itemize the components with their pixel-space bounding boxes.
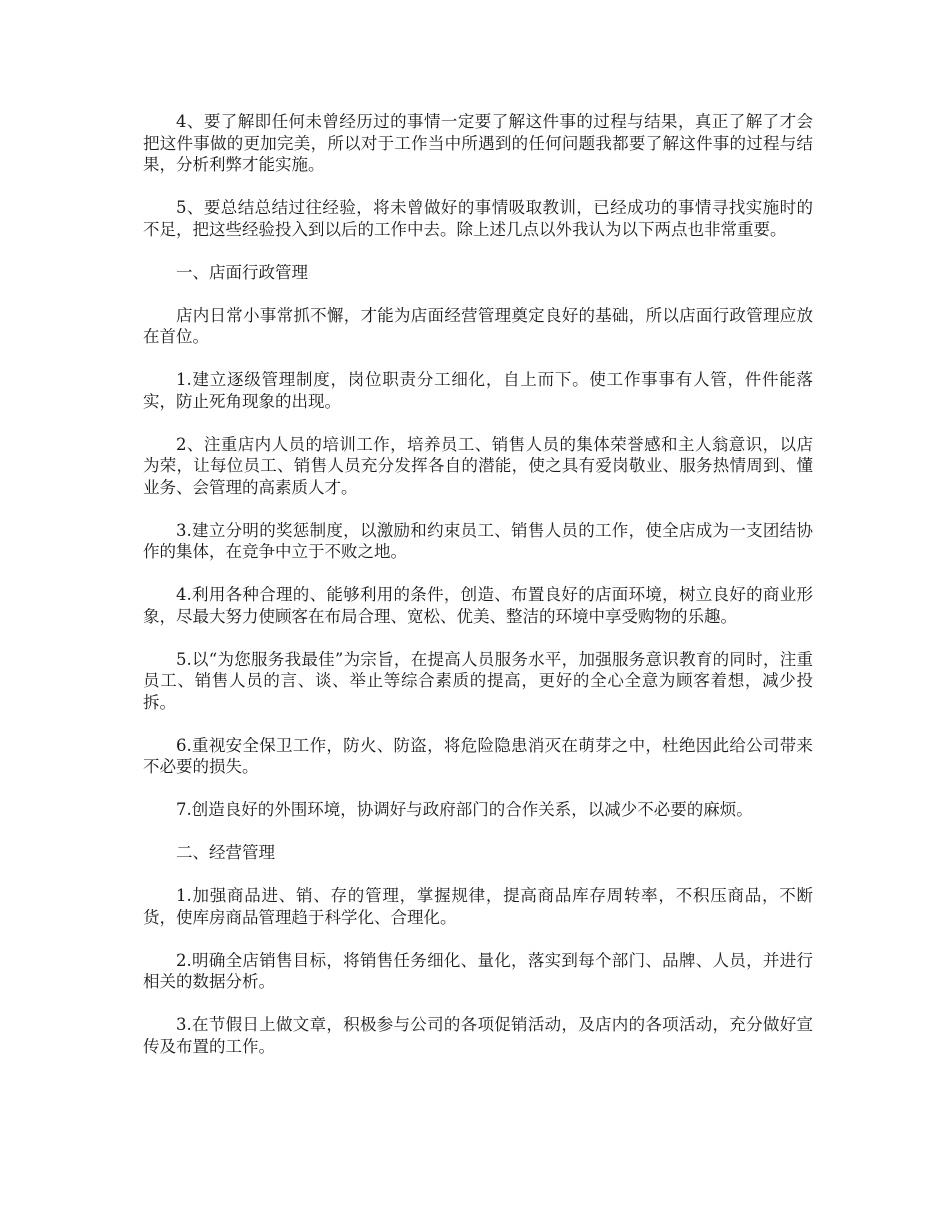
section-heading-store-admin: 一、店面行政管理 — [176, 262, 308, 282]
paragraph-review-point-5: 5、要总结总结过往经验，将未曾做好的事情吸取教训，已经成功的事情寻找实施时的不足，把这些经验投入到以后的工作中去。除上述几点以外我认为以下两点也非常重要。 — [143, 198, 813, 239]
paragraph-admin-item-5: 5.以“为您服务我最佳”为宗旨，在提高人员服务水平，加强服务意识教育的同时，注重员工、销售人员的言、谈、举止等综合素质的提高，更好的全心全意为顾客着想，减少投拆。 — [143, 649, 813, 712]
paragraph-admin-item-3: 3.建立分明的奖惩制度，以激励和约束员工、销售人员的工作，使全店成为一支团结协作的集体，在竞争中立于不败之地。 — [143, 520, 813, 561]
paragraph-operations-item-1: 1.加强商品进、销、存的管理，掌握规律，提高商品库存周转率，不积压商品，不断货，使库房商品管理趋于科学化、合理化。 — [143, 886, 813, 927]
paragraph-admin-item-1: 1.建立逐级管理制度，岗位职责分工细化，自上而下。使工作事事有人管，件件能落实，防止死角现象的出现。 — [143, 370, 813, 411]
paragraph-operations-item-3: 3.在节假日上做文章，积极参与公司的各项促销活动，及店内的各项活动，充分做好宣传及布置的工作。 — [143, 1015, 813, 1056]
paragraph-admin-item-2: 2、注重店内人员的培训工作，培养员工、销售人员的集体荣誉感和主人翁意识，以店为荣，让每位员工、销售人员充分发挥各自的潜能，使之具有爱岗敬业、服务热情周到、懂业务、会管理的高素质人才。 — [143, 434, 813, 497]
paragraph-store-admin-intro: 店内日常小事常抓不懈，才能为店面经营管理奠定良好的基础，所以店面行政管理应放在首位。 — [143, 305, 813, 346]
paragraph-admin-item-6: 6.重视安全保卫工作，防火、防盗，将危险隐患消灭在萌芽之中，杜绝因此给公司带来不必要的损失。 — [143, 735, 813, 776]
paragraph-admin-item-7: 7.创造良好的外围环境，协调好与政府部门的合作关系，以减少不必要的麻烦。 — [176, 800, 753, 819]
paragraph-operations-item-2: 2.明确全店销售目标，将销售任务细化、量化，落实到每个部门、品牌、人员，并进行相关的数据分析。 — [143, 950, 813, 991]
paragraph-admin-item-4: 4.利用各种合理的、能够利用的条件，创造、布置良好的店面环境，树立良好的商业形象，尽最大努力使顾客在布局合理、宽松、优美、整洁的环境中享受购物的乐趣。 — [143, 585, 813, 626]
section-heading-operations: 二、经营管理 — [176, 843, 275, 862]
document-body — [143, 111, 813, 1079]
paragraph-review-point-4: 4、要了解即任何未曾经历过的事情一定要了解这件事的过程与结果，真正了解了才会把这件事做的更加完美，所以对于工作当中所遇到的任何问题我都要了解这件事的过程与结果，分析利弊才能实施。 — [143, 112, 813, 174]
